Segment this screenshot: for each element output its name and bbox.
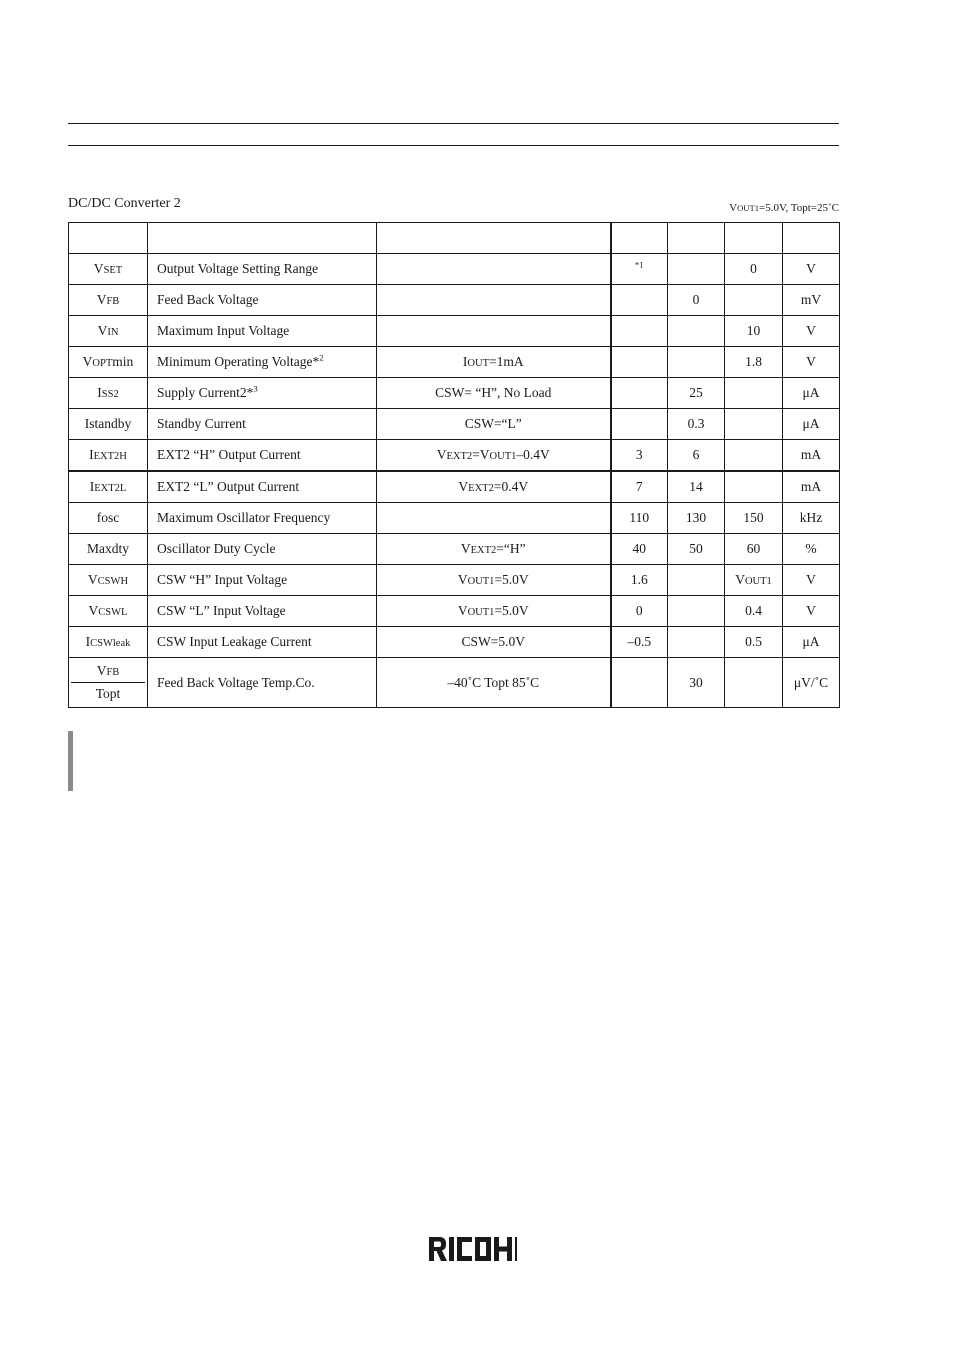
typ-cell: [668, 254, 725, 285]
typ-cell: 0: [668, 285, 725, 316]
item-cell: CSW “L” Input Voltage: [148, 596, 377, 627]
max-cell: [725, 471, 783, 503]
symbol-cell: VSET: [69, 254, 148, 285]
unit-cell: μV/˚C: [783, 658, 840, 708]
max-cell: [725, 409, 783, 440]
symbol-cell: fosc: [69, 503, 148, 534]
conditions-cell: [377, 316, 611, 347]
symbol-cell: Maxdty: [69, 534, 148, 565]
symbol-cell: IEXT2H: [69, 440, 148, 472]
max-cell: 0.5: [725, 627, 783, 658]
max-cell: VOUT1: [725, 565, 783, 596]
conditions-cell: CSW=“L”: [377, 409, 611, 440]
item-cell: Oscillator Duty Cycle: [148, 534, 377, 565]
test-conditions: VOUT1=5.0V, Topt=25˚C: [729, 202, 839, 214]
table-row: [69, 378, 840, 409]
item-cell: CSW “H” Input Voltage: [148, 565, 377, 596]
unit-cell: kHz: [783, 503, 840, 534]
min-cell: [611, 409, 668, 440]
table-row: [69, 627, 840, 658]
ricoh-logo: [0, 1234, 954, 1269]
table-row: [69, 503, 840, 534]
symbol-cell: VOPTmin: [69, 347, 148, 378]
section-title: DC/DC Converter 2: [68, 196, 181, 211]
typ-cell: [668, 565, 725, 596]
symbol-cell: VCSWL: [69, 596, 148, 627]
conditions-cell: CSW= “H”, No Load: [377, 378, 611, 409]
unit-cell: V: [783, 254, 840, 285]
max-cell: 150: [725, 503, 783, 534]
table-body: [69, 223, 840, 708]
header-rule-top: [68, 123, 839, 124]
item-cell: Maximum Input Voltage: [148, 316, 377, 347]
conditions-cell: VEXT2=VOUT1–0.4V: [377, 440, 611, 472]
unit-cell: μA: [783, 378, 840, 409]
min-cell: –0.5: [611, 627, 668, 658]
item-cell: Maximum Oscillator Frequency: [148, 503, 377, 534]
conditions-cell: [377, 254, 611, 285]
symbol-cell: Istandby: [69, 409, 148, 440]
header-cell-min: [611, 223, 668, 254]
table-row: [69, 347, 840, 378]
ricoh-logo-mark: [428, 1234, 526, 1264]
unit-cell: V: [783, 316, 840, 347]
item-cell: Output Voltage Setting Range: [148, 254, 377, 285]
min-cell: [611, 347, 668, 378]
min-cell: 40: [611, 534, 668, 565]
table-row: [69, 254, 840, 285]
typ-cell: 6: [668, 440, 725, 472]
unit-cell: μA: [783, 627, 840, 658]
min-cell: 0: [611, 596, 668, 627]
conditions-cell: VEXT2=“H”: [377, 534, 611, 565]
symbol-cell: VCSWH: [69, 565, 148, 596]
conditions-cell: [377, 503, 611, 534]
header-cell-max: [725, 223, 783, 254]
item-cell: Feed Back Voltage: [148, 285, 377, 316]
unit-cell: V: [783, 347, 840, 378]
header-cell-unit: [783, 223, 840, 254]
item-cell: CSW Input Leakage Current: [148, 627, 377, 658]
typ-cell: 25: [668, 378, 725, 409]
min-cell: *1: [611, 254, 668, 285]
electrical-characteristics-table: [68, 222, 840, 708]
header-cell-typ: [668, 223, 725, 254]
max-cell: 0: [725, 254, 783, 285]
header-cell-item: [148, 223, 377, 254]
symbol-cell: [69, 658, 148, 708]
min-cell: [611, 378, 668, 409]
max-cell: 1.8: [725, 347, 783, 378]
table-row: [69, 565, 840, 596]
unit-cell: μA: [783, 409, 840, 440]
table-row: [69, 285, 840, 316]
min-cell: 7: [611, 471, 668, 503]
max-cell: 60: [725, 534, 783, 565]
header-cell-symbol: [69, 223, 148, 254]
table-row: [69, 316, 840, 347]
typ-cell: [668, 627, 725, 658]
symbol-cell: VFB: [69, 285, 148, 316]
max-cell: [725, 440, 783, 472]
min-cell: 1.6: [611, 565, 668, 596]
table-row: [69, 440, 840, 472]
typ-cell: 0.3: [668, 409, 725, 440]
conditions-cell: IOUT=1mA: [377, 347, 611, 378]
typ-cell: 30: [668, 658, 725, 708]
conditions-cell: CSW=5.0V: [377, 627, 611, 658]
conditions-cell: [377, 285, 611, 316]
item-cell: Standby Current: [148, 409, 377, 440]
section-side-bar: [68, 731, 73, 791]
typ-cell: [668, 316, 725, 347]
header-cell-conditions: [377, 223, 611, 254]
min-cell: [611, 285, 668, 316]
typ-cell: 50: [668, 534, 725, 565]
item-cell: Supply Current2*$^3$: [148, 378, 377, 409]
typ-cell: [668, 596, 725, 627]
conditions-cell: VOUT1=5.0V: [377, 565, 611, 596]
min-cell: 110: [611, 503, 668, 534]
typ-cell: 14: [668, 471, 725, 503]
typ-cell: 130: [668, 503, 725, 534]
max-cell: 10: [725, 316, 783, 347]
conditions-cell: VOUT1=5.0V: [377, 596, 611, 627]
symbol-cell: IEXT2L: [69, 471, 148, 503]
unit-cell: mA: [783, 471, 840, 503]
min-cell: 3: [611, 440, 668, 472]
min-cell: [611, 658, 668, 708]
max-cell: 0.4: [725, 596, 783, 627]
min-cell: [611, 316, 668, 347]
max-cell: [725, 658, 783, 708]
conditions-cell: –40˚C Topt 85˚C: [377, 658, 611, 708]
unit-cell: V: [783, 565, 840, 596]
symbol-cell: ICSWleak: [69, 627, 148, 658]
max-cell: [725, 285, 783, 316]
symbol-cell: ISS2: [69, 378, 148, 409]
header-rule-bottom: [68, 145, 839, 146]
table-row: [69, 471, 840, 503]
table-row: [69, 534, 840, 565]
unit-cell: V: [783, 596, 840, 627]
table-header-row: [69, 223, 840, 254]
item-cell: Minimum Operating Voltage*$^2$: [148, 347, 377, 378]
table-row-tempco: [69, 658, 840, 708]
typ-cell: [668, 347, 725, 378]
item-cell: EXT2 “L” Output Current: [148, 471, 377, 503]
conditions-cell: VEXT2=0.4V: [377, 471, 611, 503]
table-row: [69, 409, 840, 440]
item-cell: EXT2 “H” Output Current: [148, 440, 377, 472]
unit-cell: %: [783, 534, 840, 565]
symbol-cell: VIN: [69, 316, 148, 347]
max-cell: [725, 378, 783, 409]
tempco-fraction: $\frac{\text{VFB}}{\text{Topt}}$: [71, 663, 146, 702]
unit-cell: mA: [783, 440, 840, 472]
unit-cell: mV: [783, 285, 840, 316]
item-cell: Feed Back Voltage Temp.Co.: [148, 658, 377, 708]
table-row: [69, 596, 840, 627]
